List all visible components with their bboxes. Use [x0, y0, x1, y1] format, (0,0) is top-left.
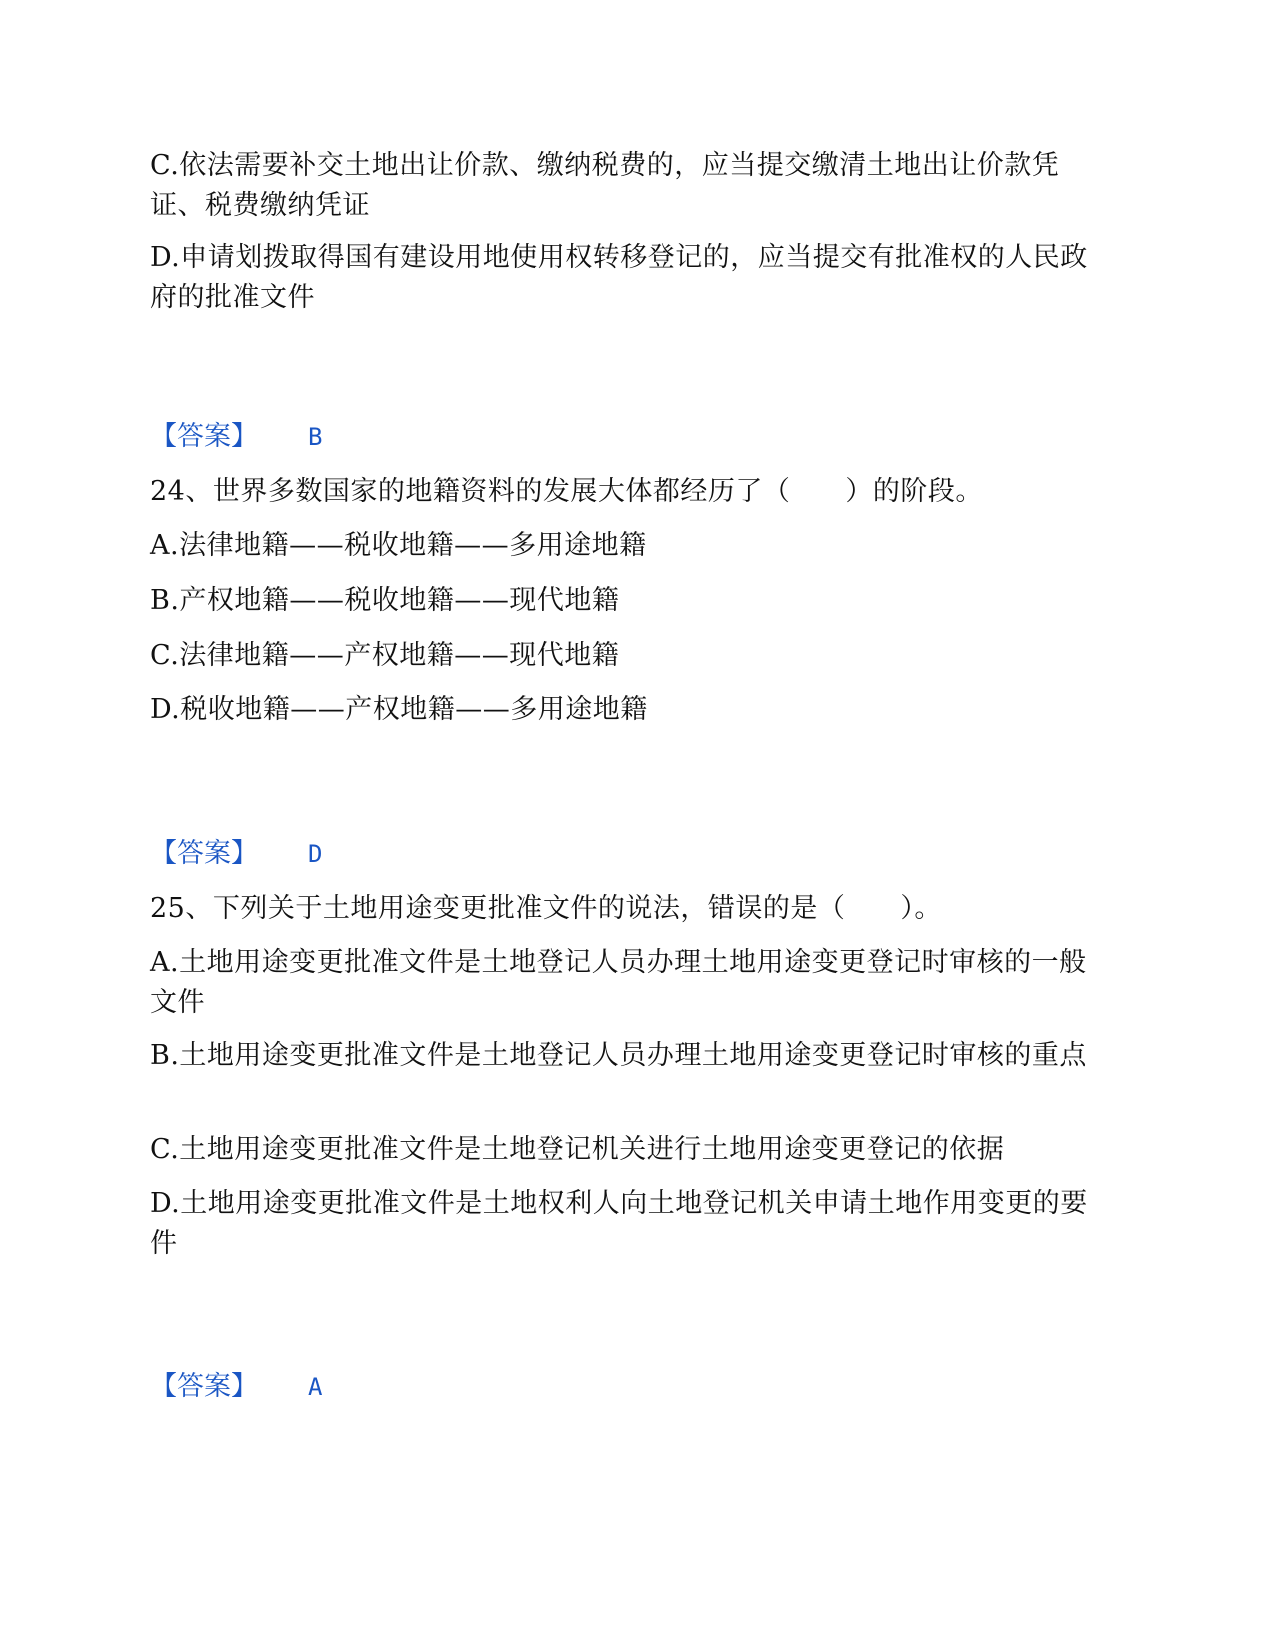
q25-option-c: C.土地用途变更批准文件是土地登记机关进行土地用途变更登记的依据 — [150, 1134, 1005, 1165]
q25-option-d: D.土地用途变更批准文件是土地权利人向土地登记机关申请土地作用变更的要件 — [150, 1188, 1088, 1259]
q25-option-b: B.土地用途变更批准文件是土地登记人员办理土地用途变更登记时审核的重点 — [150, 1040, 1087, 1071]
q23-answer — [150, 417, 322, 457]
q25-answer — [150, 1367, 322, 1407]
answer-value: A — [308, 1373, 323, 1401]
q25-question: 25、下列关于土地用途变更批准文件的说法，错误的是（ ）。 — [150, 893, 942, 924]
q24-question: 24、世界多数国家的地籍资料的发展大体都经历了（ ）的阶段。 — [150, 476, 983, 507]
q23-option-d: D.申请划拨取得国有建设用地使用权转移登记的，应当提交有批准权的人民政府的批准文件 — [150, 242, 1088, 313]
q24-answer — [150, 834, 322, 874]
q24-option-d: D.税收地籍——产权地籍——多用途地籍 — [150, 694, 648, 725]
q24-option-c: C.法律地籍——产权地籍——现代地籍 — [150, 640, 620, 671]
q24-option-a: A.法律地籍——税收地籍——多用途地籍 — [150, 530, 647, 561]
answer-label: 【答案】 — [150, 838, 258, 869]
q25-option-a: A.土地用途变更批准文件是土地登记人员办理土地用途变更登记时审核的一般文件 — [150, 947, 1087, 1018]
answer-value: B — [308, 423, 323, 451]
q23-option-c: C.依法需要补交土地出让价款、缴纳税费的，应当提交缴清土地出让价款凭证、税费缴纳凭证 — [150, 150, 1060, 221]
q24-option-b: B.产权地籍——税收地籍——现代地籍 — [150, 585, 620, 616]
answer-value: D — [308, 840, 323, 868]
answer-label: 【答案】 — [150, 421, 258, 452]
answer-label: 【答案】 — [150, 1371, 258, 1402]
